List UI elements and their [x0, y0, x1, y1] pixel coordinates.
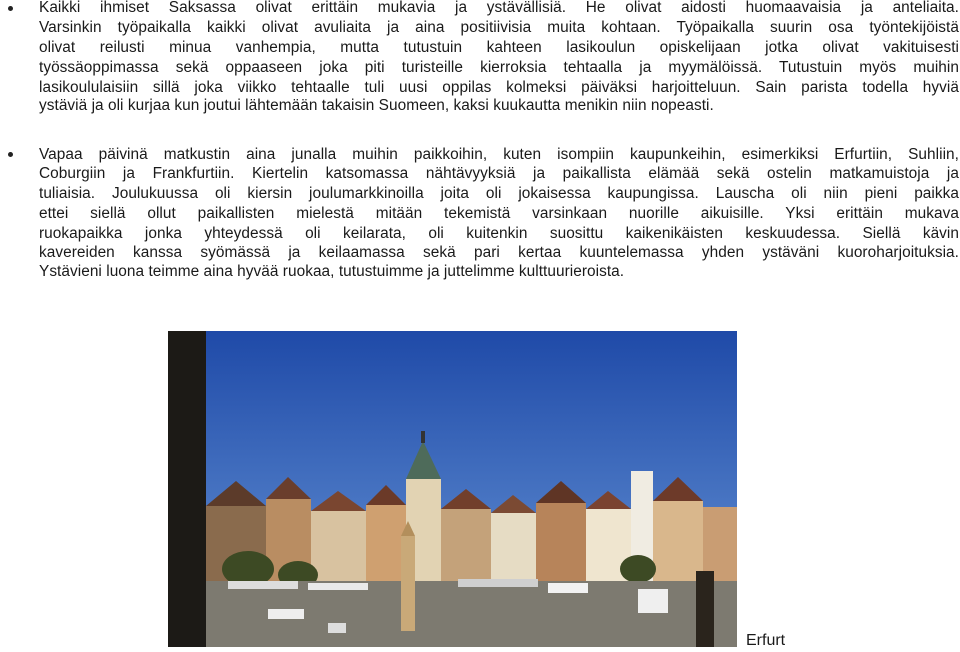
bullet-icon	[8, 152, 13, 157]
photo-caption: Erfurt	[746, 632, 786, 649]
left-building-shadow	[168, 331, 206, 647]
paragraph-line: olivat reilusti minua vanhempia, mutta tutustuin kahteen lasikoulun opiskelijaan jotka olivat vakituisesti	[39, 39, 959, 56]
paragraph-line: ystäviä ja oli kurjaa kun joutui lähtemään takaisin Suomeen, kaksi kuukautta menikin niin nopeasti.	[39, 97, 714, 114]
paragraph-line: lasikoululaisiin sillä joka viikko tehtaalle tuli uusi oppilas kolmeksi päiväksi harjoitteluun. Sain parista todella hyviä	[39, 79, 959, 96]
erfurt-photo	[168, 331, 737, 647]
paragraph-line: Vapaa päivinä matkustin aina junalla muihin paikkoihin, kuten isompiin kaupunkeihin, esimerkiksi Erfurtiin, Suhliin,	[39, 146, 959, 163]
paragraph-line: Varsinkin työpaikalla kaikki olivat avuliaita ja aina positiivisia muita kohtaan. Työpaikalla suurin osa työntekijöistä	[39, 19, 959, 36]
bullet-icon	[8, 6, 13, 11]
paragraph-line: ruokapaikka jonka yhteydessä oli keilarata, oli kuitenkin suosittu kaikenikäisten keskuudessa. Siellä kävin	[39, 225, 959, 242]
erfurt-photo-illustration	[168, 331, 737, 647]
paragraph-line: Kaikki ihmiset Saksassa olivat erittäin mukavia ja ystävällisiä. He olivat aidosti huomaavaisia ja anteliaita.	[39, 0, 959, 16]
paragraph-line: kavereiden kanssa syömässä ja keilaamassa sekä pari kertaa kuuntelemassa yhden ystäväni kuoroharjoituksia.	[39, 244, 959, 261]
obelisk	[401, 536, 415, 631]
paragraph-line: Coburgiin ja Frankfurtiin. Kiertelin katsomassa nähtävyyksiä ja paikallista elämää sekä ostelin matkamuistoja ja	[39, 165, 959, 182]
paragraph-line: Ystävieni luona teimme aina hyvää ruokaa, tutustuimme ja juttelimme kulttuurieroista.	[39, 263, 625, 280]
paragraph-line: ettei siellä ollut paikallisten mielestä mitään tekemistä varsinkaan nuorille aikuisille. Yksi erittäin mukava	[39, 205, 959, 222]
paragraph-line: työssäoppimassa sekä oppaaseen joka piti turisteille kierroksia tehtaalla ja myymälöissä. Tutustuin myös muihin	[39, 59, 959, 76]
paragraph-line: tuliaisia. Joulukuussa oli kiersin joulumarkkinoilla joita oli jokaisessa kaupungissa. Lauscha oli niin pieni paikka	[39, 185, 959, 202]
right-pillar	[696, 571, 714, 647]
